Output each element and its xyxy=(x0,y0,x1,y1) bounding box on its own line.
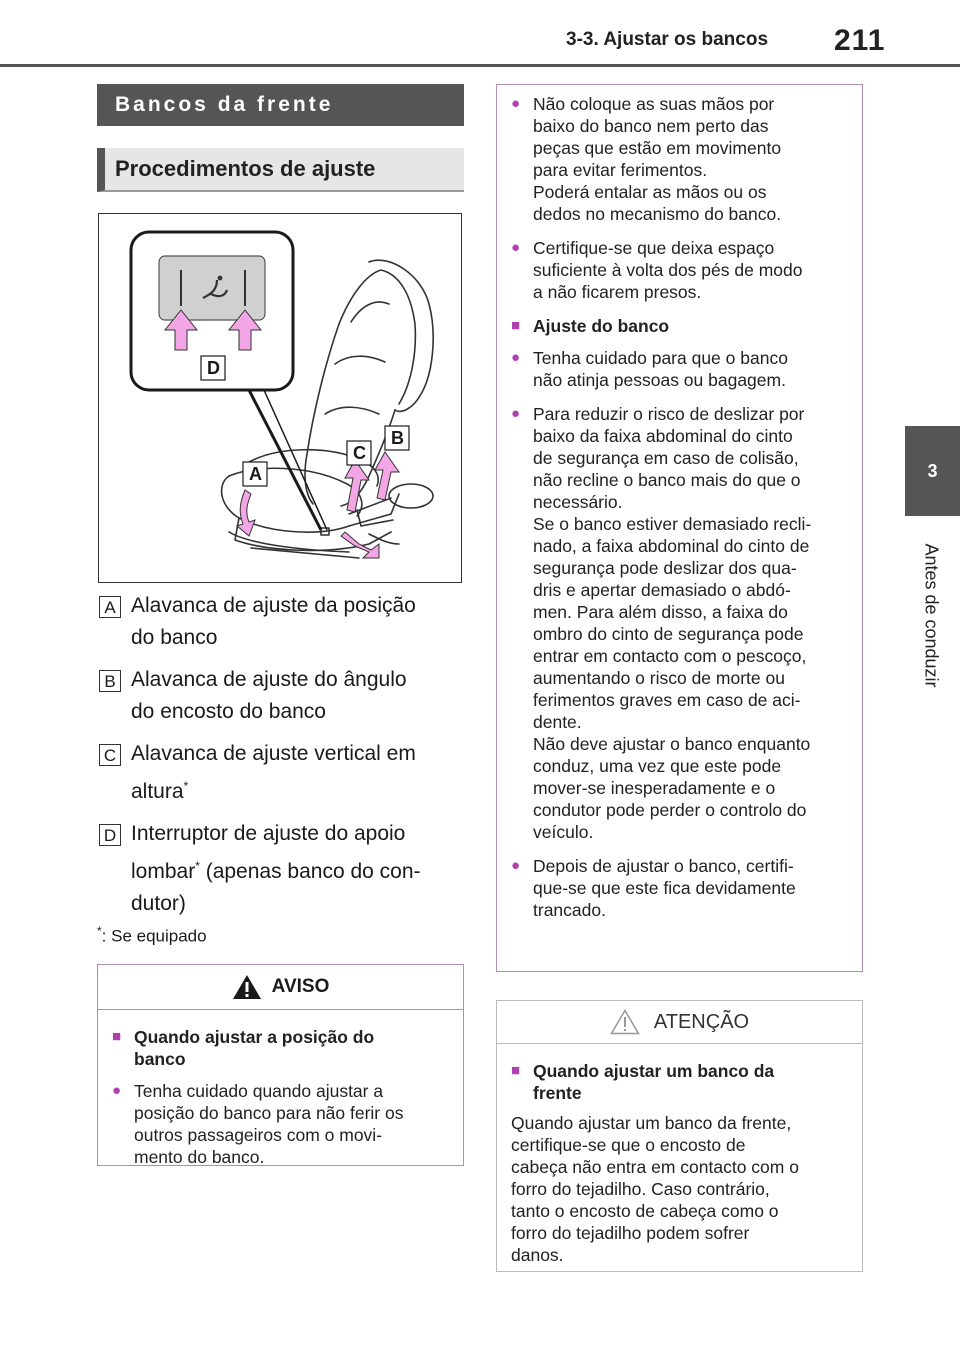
warning-triangle-icon xyxy=(232,974,262,1000)
right-bullet-1 xyxy=(511,93,848,225)
warning-heading xyxy=(112,1026,449,1070)
footnote-mark: * xyxy=(97,924,102,938)
caution-body xyxy=(497,1044,862,1276)
warning-heading-line: ■ Quando ajustar a posição do xyxy=(134,1027,375,1047)
text-line: Se o banco estiver demasiado recli- xyxy=(533,514,812,534)
text-line: trancado. xyxy=(533,900,606,920)
footnote xyxy=(97,924,207,947)
footnote-mark: * xyxy=(195,859,200,873)
legend-item-b xyxy=(97,664,467,728)
seat-diagram xyxy=(99,214,461,582)
chapter-label-text: Antes de conduzir xyxy=(921,542,942,688)
warning-bullet-line: posição do banco para não ferir os xyxy=(134,1103,404,1123)
legend-d-line-3: dutor) xyxy=(131,892,186,915)
text-line: a não ficarem presos. xyxy=(533,282,702,302)
text-line: de segurança em caso de colisão, xyxy=(533,448,799,468)
figure-label-a: A xyxy=(249,464,262,484)
legend-item-d xyxy=(97,818,467,920)
right-bullet-5 xyxy=(511,855,848,921)
text-line: que-se que este fica devidamente xyxy=(533,878,796,898)
right-bullet-3 xyxy=(511,347,848,391)
text-line: forro do tejadilho. Caso contrário, xyxy=(511,1179,770,1199)
legend-a-line-2: do banco xyxy=(131,626,218,649)
text-line: mover-se inesperadamente e o xyxy=(533,778,776,798)
right-bullet-4 xyxy=(511,403,848,843)
text-line: Quando ajustar um banco da frente, xyxy=(511,1113,792,1133)
legend-c-line-1: Alavanca de ajuste vertical em xyxy=(131,742,416,765)
legend-d-line-1: Interruptor de ajuste do apoio xyxy=(131,822,406,845)
figure-legend xyxy=(97,590,467,930)
warning-box xyxy=(97,964,464,1166)
legend-c-line-2-text: altura xyxy=(131,780,184,803)
warning-header xyxy=(98,965,463,1010)
right-box-body xyxy=(497,85,862,943)
text-line: baixo da faixa abdominal do cinto xyxy=(533,426,793,446)
warning-heading-line: banco xyxy=(134,1049,186,1069)
text-line: condutor pode perder o controlo do xyxy=(533,800,807,820)
right-heading: ■ Ajuste do banco xyxy=(511,315,848,337)
warning-bullet-line: ● Tenha cuidado quando ajustar a xyxy=(134,1081,384,1101)
seat-illustration xyxy=(98,213,462,583)
page-number: 211 xyxy=(834,24,886,57)
text-line: ● Para reduzir o risco de deslizar por xyxy=(533,404,805,424)
text-line: dedos no mecanismo do banco. xyxy=(533,204,782,224)
page-header xyxy=(0,0,960,70)
subsection-title: Procedimentos de ajuste xyxy=(97,148,464,192)
legend-letter-b: B xyxy=(99,670,121,692)
legend-letter-c: C xyxy=(99,744,121,766)
right-warning-continuation xyxy=(496,84,863,972)
text-line: certifique-se que o encosto de xyxy=(511,1135,746,1155)
section-title: Bancos da frente xyxy=(97,84,464,126)
text-line: ferimentos graves em caso de aci- xyxy=(533,690,801,710)
legend-a-line-1: Alavanca de ajuste da posição xyxy=(131,594,416,617)
figure-label-d: D xyxy=(207,358,220,378)
warning-title: AVISO xyxy=(271,976,330,997)
text-line: ● Certifique-se que deixa espaço xyxy=(533,238,775,258)
text-line: forro do tejadilho podem sofrer xyxy=(511,1223,750,1243)
legend-d-line-2a: lombar xyxy=(131,860,196,883)
text-line: para evitar ferimentos. xyxy=(533,160,708,180)
text-line: ombro do cinto de segurança pode xyxy=(533,624,804,644)
header-rule xyxy=(0,64,960,67)
legend-d-line-2b: (apenas banco do con- xyxy=(199,860,421,883)
caution-text xyxy=(511,1112,848,1266)
warning-bullet xyxy=(112,1080,449,1168)
footnote-text: : Se equipado xyxy=(101,926,207,946)
text-line: dente. xyxy=(533,712,582,732)
text-line: suficiente à volta dos pés de modo xyxy=(533,260,803,280)
caution-triangle-icon xyxy=(610,1009,640,1035)
text-line: entrar em contacto com o pescoço, xyxy=(533,646,807,666)
text-line: cabeça não entra em contacto com o xyxy=(511,1157,799,1177)
text-line: aumentando o risco de morte ou xyxy=(533,668,785,688)
text-line: ● Não coloque as suas mãos por xyxy=(533,94,775,114)
text-line: Poderá entalar as mãos ou os xyxy=(533,182,767,202)
text-line: Não deve ajustar o banco enquanto xyxy=(533,734,811,754)
legend-item-c xyxy=(97,738,467,808)
text-line: necessário. xyxy=(533,492,623,512)
legend-d-line-2 xyxy=(131,850,467,888)
caution-heading-line: frente xyxy=(533,1083,582,1103)
text-line: tanto o encosto de cabeça como o xyxy=(511,1201,779,1221)
text-line: dris e apertar demasiado o abdó- xyxy=(533,580,791,600)
figure-label-c: C xyxy=(353,443,366,463)
legend-b-line-1: Alavanca de ajuste do ângulo xyxy=(131,668,407,691)
warning-bullet-line: mento do banco. xyxy=(134,1147,265,1167)
legend-c-line-2 xyxy=(131,770,467,808)
footnote-mark: * xyxy=(183,779,189,793)
legend-item-a xyxy=(97,590,467,654)
text-line: baixo do banco nem perto das xyxy=(533,116,769,136)
right-bullet-2 xyxy=(511,237,848,303)
text-line: men. Para além disso, a faixa do xyxy=(533,602,788,622)
caution-header xyxy=(497,1001,862,1044)
caution-title: ATENÇÃO xyxy=(653,1010,750,1033)
text-line: ● Tenha cuidado para que o banco xyxy=(533,348,788,368)
text-line: veículo. xyxy=(533,822,594,842)
caution-box xyxy=(496,1000,863,1272)
figure-label-b: B xyxy=(391,428,404,448)
text-line: peças que estão em movimento xyxy=(533,138,782,158)
text-line: não recline o banco mais do que o xyxy=(533,470,801,490)
legend-letter-a: A xyxy=(99,596,121,618)
chapter-label xyxy=(886,520,960,710)
caution-heading xyxy=(511,1060,848,1104)
chapter-tab: 3 xyxy=(905,426,960,516)
legend-b-line-2: do encosto do banco xyxy=(131,700,326,723)
header-section-title: 3-3. Ajustar os bancos xyxy=(566,29,769,50)
text-line: danos. xyxy=(511,1245,564,1265)
text-line: ● Depois de ajustar o banco, certifi- xyxy=(533,856,794,876)
text-line: conduz, uma vez que este pode xyxy=(533,756,782,776)
legend-letter-d: D xyxy=(99,824,121,846)
caution-heading-line: ■ Quando ajustar um banco da xyxy=(533,1061,775,1081)
warning-body xyxy=(98,1010,463,1190)
text-line: nado, a faixa abdominal do cinto de xyxy=(533,536,810,556)
text-line: segurança pode deslizar dos qua- xyxy=(533,558,797,578)
warning-bullet-line: outros passageiros com o movi- xyxy=(134,1125,383,1145)
text-line: não atinja pessoas ou bagagem. xyxy=(533,370,786,390)
